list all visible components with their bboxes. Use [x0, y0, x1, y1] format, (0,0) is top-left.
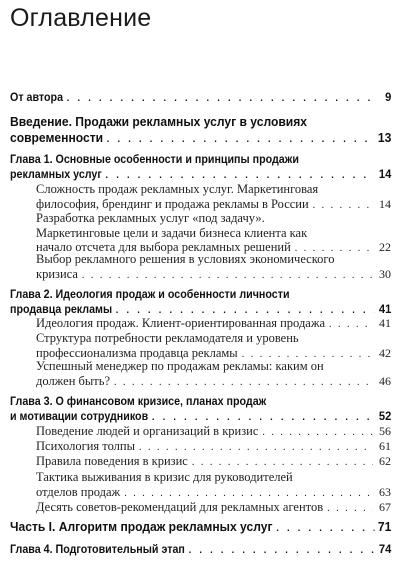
toc-page-number: 61	[379, 439, 391, 453]
toc-page-number: 71	[377, 519, 392, 534]
toc-page-number: 14	[378, 167, 392, 181]
toc-page-number: 42	[379, 345, 391, 360]
leader-dots	[152, 411, 375, 425]
toc-subentry[interactable]	[36, 182, 391, 213]
toc-page-number: 67	[379, 500, 391, 514]
toc-entry-title-line: Структура потребности рекламодателя и уровень	[36, 331, 299, 345]
toc-page-number: 9	[385, 90, 392, 104]
toc-entry-title: Правила поведения в кризис	[36, 454, 188, 468]
page-title: Оглавление	[10, 4, 152, 32]
leader-dots	[82, 269, 373, 284]
toc-entry-title-line: Успешный менеджер по продажам рекламы: каким он	[36, 359, 324, 373]
toc-entry-title: отделов продаж	[36, 484, 121, 499]
toc-entry-title: и мотивации сотрудников	[10, 411, 149, 423]
toc-entry-title: должен быть?	[36, 373, 110, 388]
toc-entry-title: Идеология продаж. Клиент-ориентированная продажа	[36, 316, 326, 330]
toc-entry-title-line: Маркетинговые цели и задачи бизнеса клиента как	[36, 225, 308, 240]
toc-entry-title-line: Выбор рекламного решения в условиях экономического	[36, 252, 335, 266]
toc-subentry[interactable]	[36, 470, 391, 501]
toc-entry-title-line: Введение. Продажи рекламных услуг в условиях	[10, 114, 308, 129]
toc-page-number: 30	[379, 266, 391, 281]
leader-dots	[124, 487, 373, 502]
toc-entry-title: начало отсчета для выбора рекламных решений	[36, 240, 291, 254]
toc-entry-title-line: Глава 2. Идеология продаж и особенности личности	[10, 289, 290, 301]
toc-entry-title: кризиса	[36, 266, 78, 281]
toc-subentry[interactable]	[36, 359, 391, 390]
toc-page-number: 52	[378, 409, 392, 423]
toc-page-number: 14	[379, 196, 391, 211]
toc-page-number: 74	[378, 542, 392, 556]
toc-page-number: 41	[378, 302, 392, 316]
toc-entry-chapter-3[interactable]	[10, 395, 391, 425]
leader-dots	[189, 544, 375, 558]
toc-entry-title-line: Сложность продаж рекламных услуг. Маркетинговая	[36, 182, 319, 196]
leader-dots	[114, 376, 373, 391]
toc-entry-title: Психология толпы	[36, 439, 136, 453]
toc-entry-title: От автора	[10, 92, 64, 104]
leader-dots	[106, 169, 375, 183]
leader-dots	[276, 521, 374, 537]
toc-entry-chapter-2[interactable]	[10, 288, 391, 318]
toc-page-number: 62	[379, 454, 391, 468]
toc-entry-title: Глава 4. Подготовительный этап	[10, 544, 185, 556]
toc-page-number: 46	[379, 373, 391, 388]
leader-dots	[67, 92, 375, 106]
toc-entry-title-line: Тактика выживания в кризис для руководителей	[36, 470, 293, 484]
leader-dots	[192, 456, 373, 471]
toc-entry-chapter-1[interactable]	[10, 153, 391, 183]
toc-entry-part-1[interactable]	[10, 519, 391, 537]
toc-entry-title: профессионализма продавца рекламы	[36, 345, 238, 360]
toc-entry-title-line: Глава 1. Основные особенности и принципы продажи	[10, 154, 299, 166]
leader-dots	[107, 132, 374, 148]
toc-subentry[interactable]	[36, 211, 391, 257]
toc-page-number: 13	[377, 130, 392, 145]
toc-subentry[interactable]	[36, 331, 391, 362]
toc-page-number: 56	[379, 424, 391, 438]
toc-entry-title-line: Разработка рекламных услуг «под задачу».	[36, 211, 265, 225]
toc-subentry[interactable]	[36, 500, 391, 517]
toc-page-number: 41	[379, 316, 391, 330]
toc-entry-title: современности	[10, 130, 104, 145]
toc-entry-introduction[interactable]	[10, 114, 391, 148]
toc-subentry[interactable]	[36, 252, 391, 283]
toc-page-number: 63	[379, 484, 391, 499]
toc-page-number: 22	[379, 240, 391, 254]
toc-entry-title: Десять советов-рекомендаций для рекламных агентов	[36, 500, 324, 514]
toc-entry-title: продавца рекламы	[10, 304, 113, 316]
toc-entry-title: рекламных услуг	[10, 169, 102, 181]
toc-entry-from-author[interactable]	[10, 90, 391, 106]
toc-entry-title: Поведение людей и организаций в кризис	[36, 424, 259, 438]
toc-entry-title: философия, брендинг и продажа рекламы в России	[36, 196, 309, 211]
toc-entry-chapter-4[interactable]	[10, 542, 391, 558]
toc-entry-title-line: Глава 3. О финансовом кризисе, планах продаж	[10, 396, 267, 408]
toc-subentry[interactable]	[36, 454, 391, 471]
leader-dots	[327, 502, 373, 517]
toc-entry-title: Часть I. Алгоритм продаж рекламных услуг	[10, 519, 273, 534]
